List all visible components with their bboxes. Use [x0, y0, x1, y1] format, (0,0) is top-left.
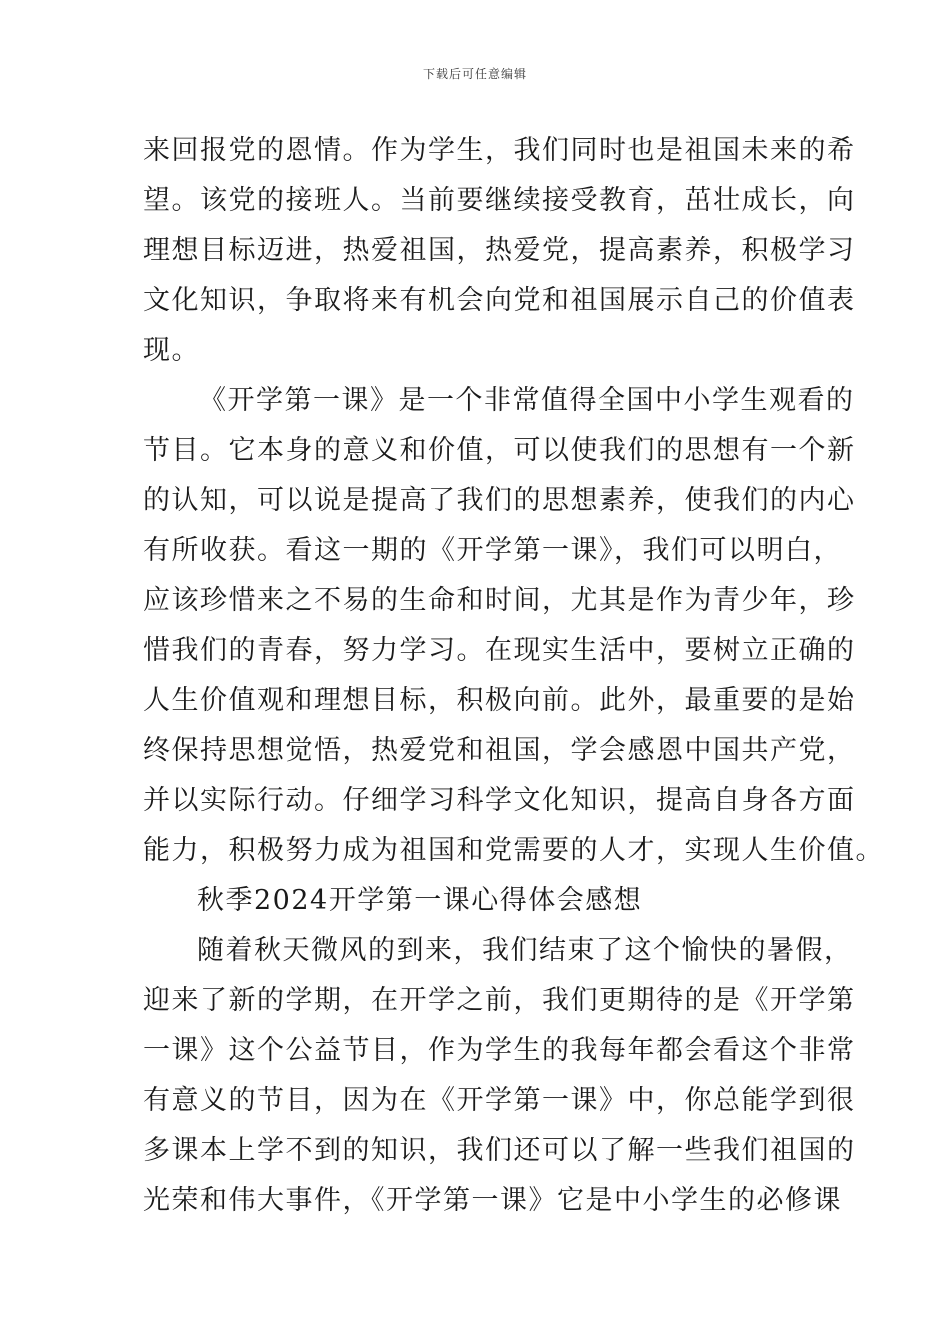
text-line: 并以实际行动。仔细学习科学文化知识，提高自身各方面: [143, 785, 856, 816]
text-line: 光荣和伟大事件，《开学第一课》它是中小学生的必修课: [143, 1185, 842, 1216]
text-line: 多课本上学不到的知识，我们还可以了解一些我们祖国的: [143, 1135, 856, 1166]
text-line: 终保持思想觉悟，热爱党和祖国，学会感恩中国共产党，: [143, 735, 856, 766]
paragraph-1: [143, 126, 856, 376]
heading-line: 秋季2024开学第一课心得体会感想: [197, 885, 643, 916]
text-line: 应该珍惜来之不易的生命和时间，尤其是作为青少年，珍: [143, 585, 856, 616]
page-header: 下载后可任意编辑: [422, 67, 527, 81]
paragraph-2: [143, 376, 884, 876]
text-line: 一课》这个公益节目，作为学生的我每年都会看这个非常: [143, 1035, 856, 1066]
text-line: 节目。它本身的意义和价值，可以使我们的思想有一个新: [143, 435, 856, 466]
text-line: 望。该党的接班人。当前要继续接受教育，茁壮成长，向: [143, 185, 856, 216]
paragraph-3: [143, 926, 856, 1226]
section-heading: [143, 876, 807, 926]
text-line: 有所收获。看这一期的《开学第一课》，我们可以明白，: [143, 535, 842, 566]
text-line: 《开学第一课》是一个非常值得全国中小学生观看的: [199, 385, 855, 416]
text-line: 文化知识，争取将来有机会向党和祖国展示自己的价值表: [143, 285, 856, 316]
text-line: 来回报党的恩情。作为学生，我们同时也是祖国未来的希: [143, 135, 856, 166]
text-line: 能力，积极努力成为祖国和党需要的人才，实现人生价值。: [143, 835, 884, 866]
text-line: 随着秋天微风的到来，我们结束了这个愉快的暑假，: [197, 935, 853, 966]
text-line: 现。: [143, 335, 200, 366]
text-line: 的认知，可以说是提高了我们的思想素养，使我们的内心: [143, 485, 856, 516]
text-line: 惜我们的青春，努力学习。在现实生活中，要树立正确的: [143, 635, 856, 666]
text-line: 有意义的节目，因为在《开学第一课》中，你总能学到很: [143, 1085, 856, 1116]
text-line: 迎来了新的学期，在开学之前，我们更期待的是《开学第: [143, 985, 856, 1016]
text-line: 理想目标迈进，热爱祖国，热爱党，提高素养，积极学习: [143, 235, 856, 266]
document-body: [143, 126, 884, 1226]
text-line: 人生价值观和理想目标，积极向前。此外，最重要的是始: [143, 685, 856, 716]
